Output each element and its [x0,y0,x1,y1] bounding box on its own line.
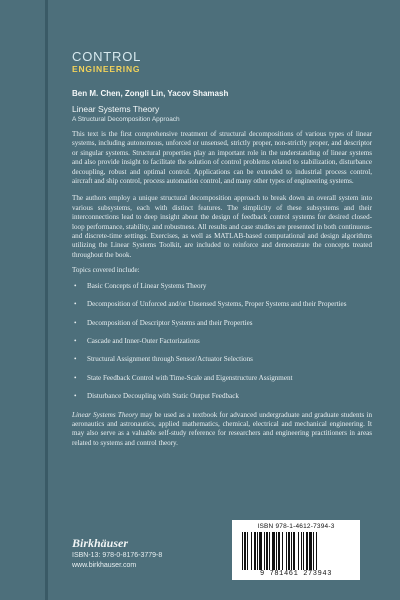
topic-text: Cascade and Inner-Outer Factorizations [87,336,200,345]
barcode-bar [301,532,302,570]
closing-paragraph [72,411,372,449]
barcode-bar [288,532,290,570]
barcode-bar [309,532,312,570]
barcode-bar [282,532,283,570]
series-label [72,50,141,75]
topics-list [72,282,372,402]
topic-item [72,319,372,328]
barcode-digits: 9 781461 273943 [259,570,332,578]
bullet-icon: • [74,373,77,382]
publisher-block [72,536,162,569]
closing-text: may be used as a textbook for advanced undergraduate and graduate students in aeronautics and astronautics, applied mathematics, chemical, electrical and mechanical engineering. It may also serve as a valuable self-study reference for researchers and engineering practitioners in areas related to systems and control theory. [72,410,372,447]
barcode-bar [306,532,308,570]
topic-text: Structural Assignment through Sensor/Actuator Selections [87,355,253,364]
description [72,130,372,454]
bullet-icon: • [74,336,77,345]
series-line-2: ENGINEERING [72,64,141,74]
closing-title: Linear Systems Theory [72,410,138,419]
series-line-1: CONTROL [72,49,142,64]
barcode-bar [291,532,292,570]
topic-item [72,392,372,401]
barcode-bar [303,532,304,570]
paragraph-2: The authors employ a unique structural decomposition approach to break down an overall system into various subsystems, each with distinct features. The simplicity of these subsystems and their interconnections lead to deep insight about the design of feedback control systems for desired closed-loop performance, stability, and robustness. All results and case studies are presented in both continuous- and discrete-time settings. Exercises, as well as MATLAB-based computational and design algorithms utilizing the Linear Systems Toolkit, are included to reinforce and demonstrate the concepts treated throughout the book. [72,194,372,259]
bullet-icon: • [74,281,77,290]
topics-heading: Topics covered include: [72,266,140,275]
topic-text: Basic Concepts of Linear Systems Theory [87,281,207,290]
bullet-icon: • [74,318,77,327]
publisher-isbn: ISBN-13: 978-0-8176-3779-8 [72,552,163,559]
barcode-bar [266,532,268,570]
bullet-icon: • [74,392,77,401]
barcode-bar [293,532,295,570]
barcode-icon [242,532,350,570]
book-subtitle: A Structural Decomposition Approach [72,116,180,123]
barcode-bar [251,532,252,570]
topic-item [72,355,372,364]
barcode-isbn-label: ISBN 978-1-4612-7394-3 [257,523,335,530]
bullet-icon: • [74,355,77,364]
topic-item [72,337,372,346]
barcode-bar [259,532,262,570]
barcode-bar [247,532,248,570]
topic-text: Decomposition of Unforced and/or Unsensed Systems, Proper Systems and their Properties [87,300,347,309]
barcode-bar [257,532,258,570]
topic-text: Disturbance Decoupling with Static Output Feedback [87,392,239,401]
topic-item [72,374,372,383]
book-title: Linear Systems Theory [72,104,160,114]
paragraph-1: This text is the first comprehensive treatment of structural decompositions of various types of linear systems, including autonomous, unforced or unsensed, strictly proper, non-strictly proper, and descriptor or singular systems. Structural properties play an important role in the understanding of linear systems and also provide insight to facilitate the solution of control problems related to stabilization, disturbance decoupling, robust and optimal control. Applications can be extended to industrial process control, aircraft and ship control, process automation control, and many other types of engineering systems. [72,130,372,186]
spine-band [45,0,48,600]
barcode-bar [244,532,246,570]
barcode-bar [286,532,287,570]
barcode-bar [313,532,314,570]
publisher-name: Birkhäuser [72,536,129,550]
topic-item [72,300,372,309]
authors: Ben M. Chen, Zongli Lin, Yacov Shamash [72,89,229,98]
barcode-bar [254,532,256,570]
bullet-icon: • [74,300,77,309]
publisher-url[interactable]: www.birkhauser.com [72,562,137,569]
topic-text: Decomposition of Descriptor Systems and their Properties [87,318,253,327]
barcode-bar [264,532,265,570]
barcode-bar [272,532,275,570]
barcode-bar [278,532,280,570]
barcode-box [232,520,360,580]
topic-text: State Feedback Control with Time-Scale and Eigenstructure Assignment [87,373,293,382]
barcode-bar [276,532,277,570]
barcode-bar [269,532,270,570]
topic-item [72,282,372,291]
barcode-bar [242,532,243,570]
barcode-bar [298,532,299,570]
barcode-bar [316,532,317,570]
